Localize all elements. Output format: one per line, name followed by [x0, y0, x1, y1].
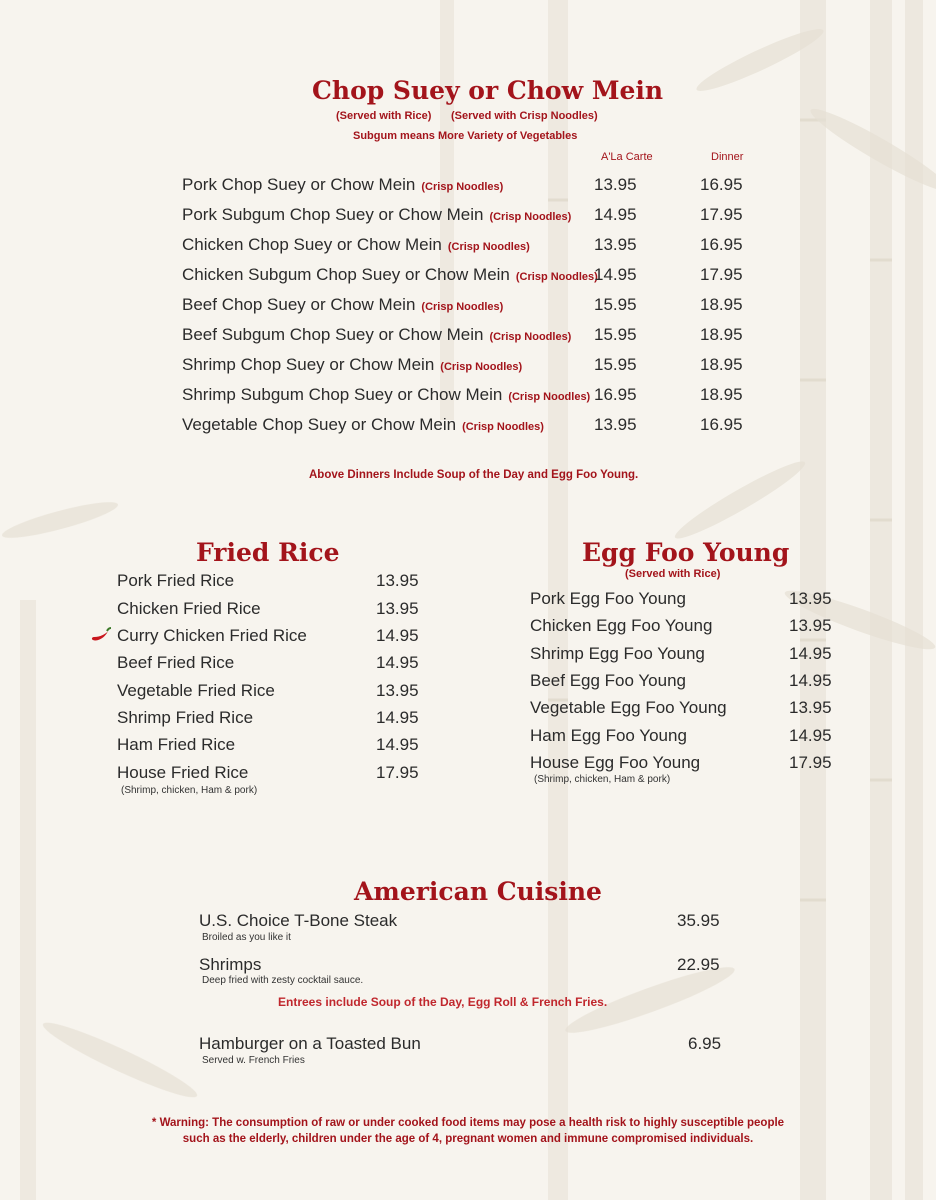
crisp-noodles-tag: (Crisp Noodles)	[421, 181, 504, 193]
item-name: Vegetable Chop Suey or Chow Mein	[182, 415, 457, 434]
entrees-note: Entrees include Soup of the Day, Egg Roll & French Fries.	[278, 995, 608, 1009]
crisp-noodles-tag: (Crisp Noodles)	[508, 391, 591, 403]
item-name: Pork Fried Rice	[117, 571, 235, 590]
item-price: 14.95	[789, 726, 832, 745]
item-name: Chicken Fried Rice	[117, 599, 261, 618]
price-alacarte: 15.95	[594, 355, 637, 374]
price-dinner: 18.95	[700, 355, 743, 374]
item-name: Beef Fried Rice	[117, 653, 235, 672]
crisp-noodles-tag: (Crisp Noodles)	[462, 421, 544, 433]
egg-foo-young-title: Egg Foo Young	[582, 538, 790, 567]
crisp-noodles-tag: (Crisp Noodles)	[421, 301, 504, 313]
item-name: Vegetable Fried Rice	[117, 681, 275, 700]
price-alacarte: 14.95	[594, 205, 637, 224]
price-dinner: 16.95	[700, 235, 743, 254]
house-egg-foo-young-note: (Shrimp, chicken, Ham & pork)	[534, 774, 671, 785]
item-price: 17.95	[789, 753, 832, 772]
item-name: Pork Egg Foo Young	[530, 589, 686, 608]
item-price: 14.95	[376, 735, 419, 754]
item-price: 14.95	[376, 626, 419, 645]
item-price: 13.95	[376, 599, 419, 618]
subtitle-served-with-rice: (Served with Rice)	[336, 110, 432, 122]
item-price: 14.95	[376, 708, 419, 727]
item-price: 13.95	[376, 571, 419, 590]
item-name: Beef Subgum Chop Suey or Chow Mein	[182, 325, 484, 344]
crisp-noodles-tag: (Crisp Noodles)	[515, 271, 598, 283]
price-alacarte: 13.95	[594, 235, 637, 254]
item-price: 17.95	[376, 763, 419, 782]
warning-line-2: such as the elderly, children under the age of 4, pregnant women and immune compromised individuals.	[182, 1133, 754, 1145]
crisp-noodles-tag: (Crisp Noodles)	[489, 211, 572, 223]
steak-desc: Broiled as you like it	[202, 932, 291, 943]
price-alacarte: 16.95	[594, 385, 637, 404]
chop-suey-title: Chop Suey or Chow Mein	[312, 76, 664, 105]
price-dinner: 16.95	[700, 415, 743, 434]
steak-price: 35.95	[677, 911, 720, 930]
item-name: Beef Chop Suey or Chow Mein	[182, 295, 416, 314]
fried-rice-title: Fried Rice	[196, 538, 340, 567]
american-cuisine-title: American Cuisine	[354, 877, 602, 906]
price-alacarte: 13.95	[594, 175, 637, 194]
hamburger-desc: Served w. French Fries	[202, 1055, 305, 1066]
subtitle-served-with-noodles: (Served with Crisp Noodles)	[451, 110, 598, 122]
item-price: 14.95	[789, 671, 832, 690]
item-price: 14.95	[376, 653, 419, 672]
hamburger-name: Hamburger on a Toasted Bun	[199, 1034, 421, 1053]
item-name: Chicken Subgum Chop Suey or Chow Mein	[182, 265, 510, 284]
egg-foo-young-subtitle: (Served with Rice)	[625, 568, 721, 580]
warning-line-1: * Warning: The consumption of raw or under cooked food items may pose a health risk to highly susceptible people	[151, 1117, 785, 1129]
price-dinner: 17.95	[700, 265, 743, 284]
item-name: Shrimp Subgum Chop Suey or Chow Mein	[182, 385, 503, 404]
crisp-noodles-tag: (Crisp Noodles)	[447, 241, 530, 253]
item-price: 13.95	[789, 616, 832, 635]
item-name: Ham Egg Foo Young	[530, 726, 687, 745]
price-dinner: 18.95	[700, 295, 743, 314]
subgum-note: Subgum means More Variety of Vegetables	[353, 130, 578, 142]
item-name: Curry Chicken Fried Rice	[117, 626, 307, 645]
price-dinner: 18.95	[700, 385, 743, 404]
health-warning	[0, 1115, 936, 1147]
item-name: Shrimp Chop Suey or Chow Mein	[182, 355, 435, 374]
price-dinner: 18.95	[700, 325, 743, 344]
item-name: Chicken Chop Suey or Chow Mein	[182, 235, 442, 254]
crisp-noodles-tag: (Crisp Noodles)	[440, 361, 523, 373]
price-alacarte: 15.95	[594, 325, 637, 344]
chop-suey-footer-note: Above Dinners Include Soup of the Day and Egg Foo Young.	[309, 469, 639, 481]
item-price: 13.95	[789, 589, 832, 608]
item-name: Shrimp Fried Rice	[117, 708, 254, 727]
item-name: Pork Chop Suey or Chow Mein	[182, 175, 416, 194]
item-name: Beef Egg Foo Young	[530, 671, 686, 690]
house-fried-rice-note: (Shrimp, chicken, Ham & pork)	[121, 785, 258, 796]
steak-name: U.S. Choice T-Bone Steak	[199, 911, 398, 930]
item-price: 13.95	[789, 698, 832, 717]
shrimps-name: Shrimps	[199, 955, 262, 974]
price-alacarte: 15.95	[594, 295, 637, 314]
item-name: Pork Subgum Chop Suey or Chow Mein	[182, 205, 484, 224]
shrimps-desc: Deep fried with zesty cocktail sauce.	[202, 975, 364, 986]
hamburger-price: 6.95	[688, 1034, 722, 1053]
item-name: House Egg Foo Young	[530, 753, 701, 772]
crisp-noodles-tag: (Crisp Noodles)	[489, 331, 572, 343]
item-price: 14.95	[789, 644, 832, 663]
price-alacarte: 14.95	[594, 265, 637, 284]
item-name: Vegetable Egg Foo Young	[530, 698, 727, 717]
col-header-dinner: Dinner	[711, 151, 744, 163]
chili-pepper-icon	[90, 626, 112, 644]
price-dinner: 16.95	[700, 175, 743, 194]
shrimps-price: 22.95	[677, 955, 720, 974]
item-name: House Fried Rice	[117, 763, 249, 782]
col-header-alacarte: A'La Carte	[601, 151, 653, 163]
item-name: Chicken Egg Foo Young	[530, 616, 713, 635]
item-name: Shrimp Egg Foo Young	[530, 644, 705, 663]
item-name: Ham Fried Rice	[117, 735, 236, 754]
price-alacarte: 13.95	[594, 415, 637, 434]
item-price: 13.95	[376, 681, 419, 700]
price-dinner: 17.95	[700, 205, 743, 224]
